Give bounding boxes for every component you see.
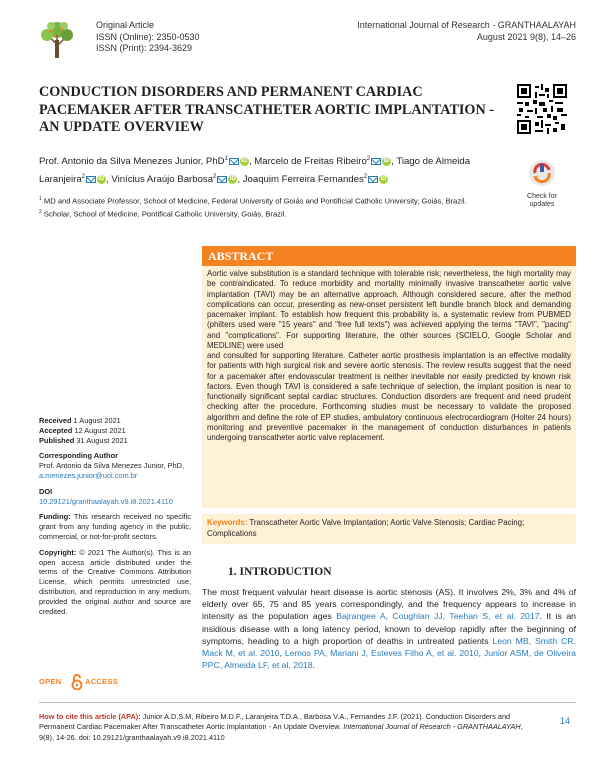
journal-name: International Journal of Research - GRANTHAALAYAH (357, 20, 576, 30)
email-icon[interactable] (229, 158, 239, 165)
doi-link[interactable]: 10.29121/granthaalayah.v9.i8.2021.4110 (39, 496, 173, 506)
introduction-heading: 1. INTRODUCTION (228, 566, 332, 578)
corresponding-email-link[interactable]: a.menezes.junior@uol.com.br (39, 470, 138, 480)
abstract-para-1: Aortic valve substitution is a standard technique with tolerable risk; nevertheless, the high mortality may be contraindicated. To reduce morbidity and mortality minimally invasive transcatheter aortic valve implantation (TAVI) may be an alternative approach. Although considered secure, after the method complications can occur, presenting as new-onset persistent left bundle branch block and demanding pacemaker implant. To establish how frequent this probability is, a systematic review from PUBMED (philters used were "15 years" and "free full texts") was achieved applying the terms "TAVI", "pacing" and "complications". For supporting literature, the other sources (SCIELO, Google Scholar and MEDLINE) were used (207, 269, 571, 350)
funding-text: This research received no specific grant from any funding agency in the public, commercial, or not-for-profit sectors. (39, 512, 192, 541)
issn-block (96, 20, 200, 55)
author-list (39, 152, 509, 187)
affiliations (39, 194, 509, 220)
open-access-logo (39, 672, 119, 692)
issue-info: August 2021 9(8), 14–26 (476, 31, 576, 42)
abstract-heading: ABSTRACT (202, 246, 576, 266)
citation-link[interactable]: Leon MB, Smith CR, Mack M, et al. 2010 (202, 635, 576, 659)
check-updates-line2: updates (529, 201, 555, 208)
check-updates-line1: Check for (527, 193, 557, 200)
orcid-icon[interactable]: iD (383, 158, 390, 165)
open-access-left: OPEN (39, 677, 62, 686)
corresponding-author-name: Prof. Antonio da Silva Menezes Junior, PhD, (39, 461, 185, 471)
published-date: 31 August 2021 (76, 435, 128, 445)
orcid-icon[interactable]: iD (98, 175, 105, 182)
funding-block: Funding: This research received no specific grant from any funding agency in the public, commercial, or not-for-profit sectors. (39, 512, 192, 541)
email-icon[interactable] (371, 158, 381, 165)
issn-print: ISSN (Print): 2394-3629 (96, 43, 193, 53)
citation-link[interactable]: Lemos PA, Mariani J, Esteves Filho A, et al. 2010 (284, 648, 479, 659)
corresponding-author-block: Corresponding Author Prof. Antonio da Silva Menezes Junior, PhD, a.menezes.junior@uol.com.br (39, 451, 185, 480)
check-updates-icon (517, 158, 567, 188)
orcid-icon[interactable]: iD (229, 175, 236, 182)
footer-divider (39, 702, 576, 703)
orcid-icon[interactable]: iD (241, 158, 248, 165)
open-access-right: ACCESS (85, 677, 119, 686)
abstract-body (202, 266, 576, 508)
dates-block: Received 1 August 2021 Accepted 12 August 2021 Published 31 August 2021 (39, 416, 128, 445)
issn-online: ISSN (Online): 2350-0530 (96, 31, 200, 42)
journal-block (357, 20, 576, 43)
page-header (36, 18, 576, 58)
qr-code-icon[interactable] (517, 84, 567, 134)
citation-link[interactable]: Junior ASM, de Oliveira PPC, Almeida LF, et al. 2018 (202, 648, 577, 671)
received-date: 1 August 2021 (73, 416, 121, 425)
article-type: Original Article (96, 20, 155, 30)
cite-label: How to cite this article (APA): (39, 712, 141, 721)
affiliation-1: $^1$ MD and Associate Professor, School of Medicine, Federal University of Goiás and Pontificial Catholic University, Goiás, Brazil. (39, 196, 467, 206)
page-number: 14 (560, 716, 571, 726)
article-title: CONDUCTION DISORDERS AND PERMANENT CARDIAC PACEMAKER AFTER TRANSCATHETER AORTIC IMPLANTATION - AN UPDATE OVERVIEW (39, 84, 494, 135)
keywords-label: Keywords: (207, 518, 248, 527)
email-icon[interactable] (368, 176, 378, 183)
affiliation-2: $^2$ Scholar, School of Medicine, Pontifical Catholic University, Goiás, Brazil. (39, 209, 287, 219)
journal-tree-logo (36, 18, 78, 60)
keywords-box (202, 514, 576, 544)
author-3: Tiago de Almeida Laranjeira$^2$ iD , (39, 156, 471, 185)
check-for-updates-badge[interactable] (517, 158, 567, 210)
author-1: Prof. Antonio da Silva Menezes Junior, PhD$^1$ iD , (39, 156, 255, 168)
author-2: Marcelo de Freitas Ribeiro$^2$ iD , (254, 156, 397, 168)
keywords-text: Transcatheter Aortic Valve Implantation; Aortic Valve Stenosis; Cardiac Pacing; Complications (207, 518, 525, 538)
doi-block: DOI 10.29121/granthaalayah.v9.i8.2021.4110 (39, 487, 191, 507)
abstract-para-2: and consulted for supporting literature. Catheter aortic prosthesis implantation is an effective modality for patients with high surgical risk and severe aortic stenosis. The review results suggest that the need for a pacemaker after endovascular treatment is neither inevitable nor easily predicted by known risk factors. Even though TAVI is considered a safe technique of selection, the implant position is near to functionally significant septal cardiac structures. Conduction disorders are frequent and need prudent checking after the procedure. Forthcoming studies must be necessary to validate the proposed algorithm and define the role of EP studies, ambulatory continuous electrocardiogram (Holter 24 hours) monitoring and preventive pacemaker in the management of conduction disturbances in patients undergoing transcatheter aortic valve replacement. (207, 351, 571, 442)
introduction-body: The most frequent valvular heart disease is aortic stenosis (AS). It involves 2%, 3% and 4% of elderly over 65, 75 and 85 years correspondingly, and the frequency appears to increase in intensity as the population ages Bajrangee A, Coughlan JJ, Teehan S, et al. 2017. It is an insidious disease with a long latency period, known to develop rapidly after the beginning of symptoms, heading to a high proportion of deaths in untreated patients Leon MB, Smith CR, Mack M, et al. 2010, Lemos PA, Mariani J, Esteves Filho A, et al. 2010, Junior ASM, de Oliveira PPC, Almeida LF, et al. 2018. (202, 587, 577, 671)
orcid-icon[interactable]: iD (380, 175, 387, 182)
citation-footer: How to cite this article (APA): Junior A.D.S.M, Ribeiro M.D.F., Laranjeira T.D.A., Barbosa V.A., Fernandes J.F. (2021). Conduction Disorders and Permanent Cardiac Pacemaker After Transcatheter Aortic Implantation - An Update Overview. International Journal of Research - GRANTHAALAYAH, 9(8), 14-26. doi: 10.29121/granthaalayah.v9.i8.2021.4110 (39, 712, 523, 742)
article-sidebar (39, 416, 191, 622)
citation-link[interactable]: Bajrangee A, Coughlan JJ, Teehan S, et al. 2017 (336, 611, 540, 622)
email-icon[interactable] (217, 176, 227, 183)
copyright-text: © 2021 The Author(s). This is an open access article distributed under the terms of the Creative Commons Attribution License, which permits unrestricted use, distribution, and reproduction in any medium, provided the original author and source are credited. (39, 547, 191, 616)
author-4: Vinícius Araújo Barbosa$^2$ iD , (111, 173, 243, 185)
open-lock-icon (70, 674, 84, 690)
email-icon[interactable] (86, 176, 96, 183)
copyright-block: Copyright: © 2021 The Author(s). This is an open access article distributed under the terms of the Creative Commons Attribution License, which permits unrestricted use, distribution, and reproduction in any medium, provided the original author and source are credited. (39, 547, 191, 616)
author-5: Joaquim Ferreira Fernandes$^2$ iD (242, 173, 387, 185)
accepted-date: 12 August 2021 (74, 425, 126, 435)
